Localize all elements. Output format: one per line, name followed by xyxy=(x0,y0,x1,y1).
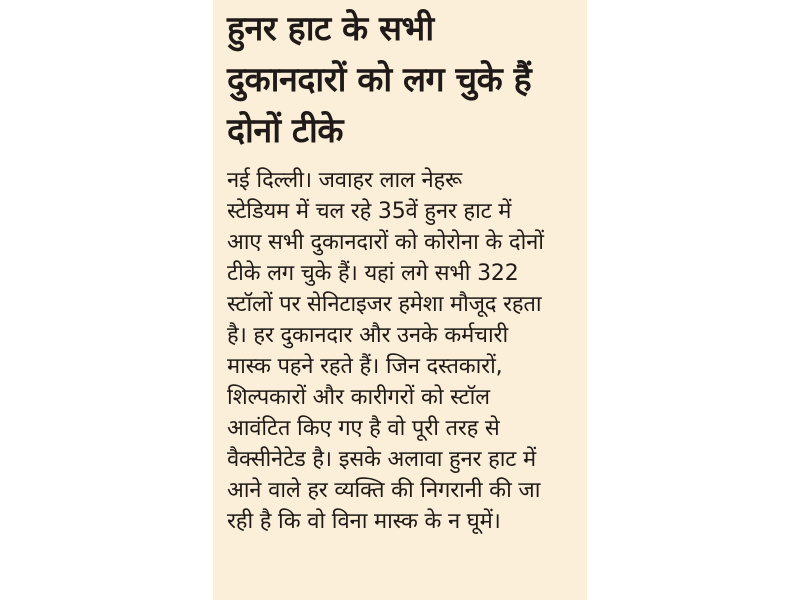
body-line: वैक्सीनेटेड है। इसके अलावा हुनर हाट में xyxy=(227,447,536,472)
article-body xyxy=(227,165,577,537)
body-line: नई दिल्ली। जवाहर लाल नेहरू xyxy=(227,168,462,193)
body-line: आवंटित किए गए है वो पूरी तरह से xyxy=(227,416,500,441)
headline-line: दुकानदारों को लग चुके हैं xyxy=(227,60,532,100)
body-line: स्टेडियम में चल रहे 35वें हुनर हाट में xyxy=(227,199,512,224)
body-line: रही है कि वो विना मास्क के न घूमें। xyxy=(227,509,501,534)
body-line: मास्क पहने रहते हैं। जिन दस्तकारों, xyxy=(227,354,503,379)
newspaper-clipping xyxy=(213,0,587,600)
headline-line: हुनर हाट के सभी xyxy=(227,9,434,49)
body-line: टीके लग चुके हैं। यहां लगे सभी 322 xyxy=(227,261,519,286)
body-line: स्टॉलों पर सेनिटाइजर हमेशा मौजूद रहता xyxy=(227,292,542,317)
body-line: है। हर दुकानदार और उनके कर्मचारी xyxy=(227,323,509,348)
body-line: शिल्पकारों और कारीगरों को स्टॉल xyxy=(227,385,490,410)
body-line: आने वाले हर व्यक्ति की निगरानी की जा xyxy=(227,478,541,503)
headline-line: दोनों टीके xyxy=(227,111,343,151)
article-headline xyxy=(227,4,577,157)
body-line: आए सभी दुकानदारों को कोरोना के दोनों xyxy=(227,230,544,255)
